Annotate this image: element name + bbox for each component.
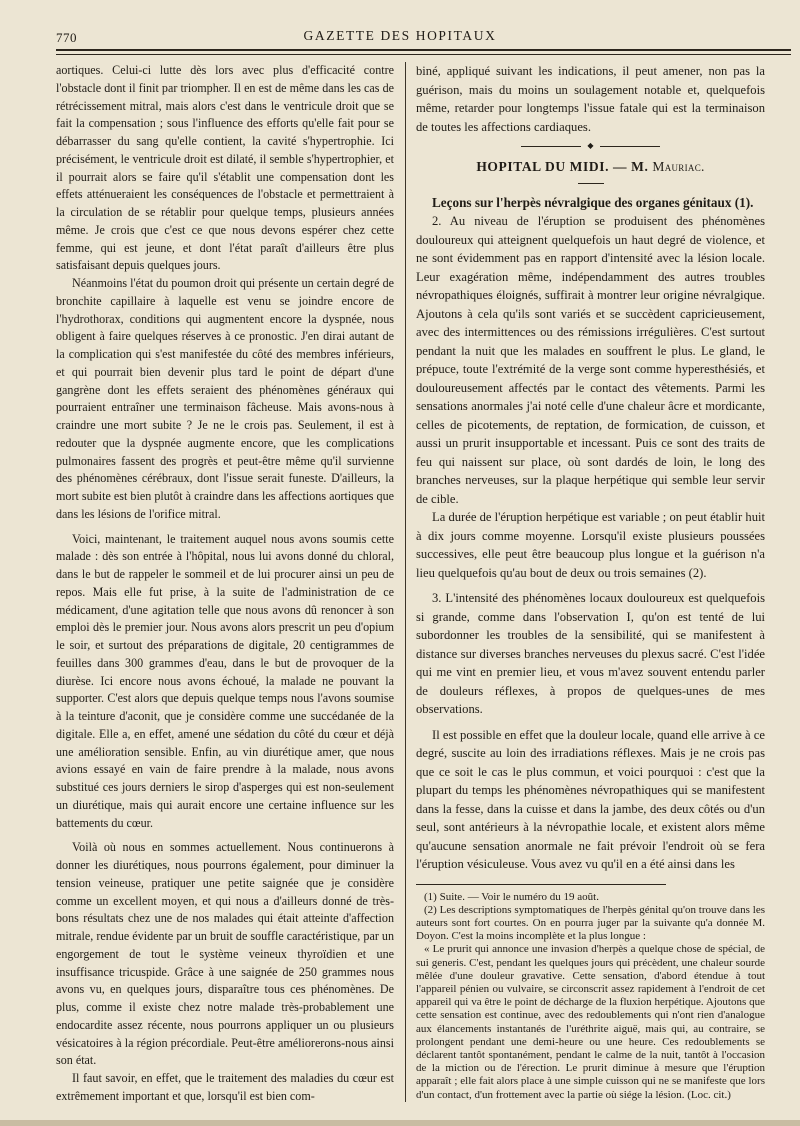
separator-diamond-icon: ◆ [587, 141, 594, 150]
section-heading-name: Mauriac. [652, 159, 705, 174]
footnote-2: (2) Les descriptions symptomatiques de l'herpès génital qu'on trouve dans les auteurs sont fort courtes. On en pourra juger par la suivante qu'a donnée M. Doyon. C'est la moins incomplète et la plus longue : [416, 903, 765, 943]
right-paragraph-2: La durée de l'éruption herpétique est variable ; on peut établir huit à dix jours comme moyenne. Lorsqu'il existe plusieurs poussées successives, elle peut être beaucoup plus longue et la guérison n'a lieu quelquefois qu'au bout de deux ou trois semaines (2). [416, 510, 765, 580]
separator-line-left [521, 146, 581, 147]
header-rule-thin [56, 54, 791, 55]
right-continuation: biné, appliqué suivant les indications, il peut amener, non pas la guérison, mais du moins un soulagement notable et, quelquefois même, retarder pour longtemps l'issue fatale qui est la terminaison de toutes les affections cardiaques. [416, 64, 765, 134]
section-separator [416, 142, 765, 150]
footnote-3: « Le prurit qui annonce une invasion d'herpès a quelque chose de spécial, de sui generis. C'est, pendant les quelques jours qui précèdent, une chaleur sourde mêlée d'une douleur gravative. Cette sensation, d'abord étendue à tout l'appareil pénien ou vulvaire, se circonscrit assez rapidement à l'endroit de cet appareil qui va être le point de décharge de la fluxion herpétique. Ajoutons que cette sensation est continue, avec des redoublements qui n'ont rien d'analogue aux élancements instantanés de l'uréthrite aiguë, mais qui, au contraire, se prolongent pendant une demi-heure ou une heure. Ces redoublements se déclarent tantôt spontanément, pendant le calme de la nuit, tantôt à l'occasion de la miction ou de l'érection. Le prurit diminue à mesure que l'éruption apparaît ; elle fait alors place à une simple cuisson qui ne se manifeste que lors d'un contact, d'un frottement avec la partie où siége la lésion. (Loc. cit.) [416, 943, 765, 1101]
footnotes [416, 891, 765, 1102]
lecture-title: Leçons sur l'herpès névralgique des organes génitaux (1). [432, 194, 754, 210]
left-paragraph-4: Voilà où nous en sommes actuellement. Nous continuerons à donner les diurétiques, nous pourrons également, pour diminuer la tension veineuse, pratiquer une petite saignée que je considère comme un excellent moyen, et qui nous a d'ailleurs donné de très-bons résultats chez une de nos malades qui était atteinte d'affection mitrale, rendue évidente par un bruit de souffle caractéristique, par un engorgement de tout le système veineux thyroïdien et une insuffisance tricuspide. Grâce à une saignée de 250 grammes nous avons vu, en quelques jours, disparaître tous ces phénomènes. De plus, comme il existe chez notre malade très-probablement une endocardite assez récente, nous pourrons appliquer un ou plusieurs vésicatoires à la région précordiale. Peut-être améliorerons-nous ainsi son état. [56, 840, 394, 1068]
page-number: 770 [56, 30, 77, 45]
right-column [416, 62, 765, 1102]
right-paragraph-4: Il est possible en effet que la douleur locale, quand elle arrive à ce degré, suscite au loin des irradiations réflexes. Mais je ne crois pas que ce soit le cas le plus commun, et voici pourquoi : c'est que la plupart du temps les phénomènes névropathiques qui se manifestent dans la fesse, dans la cuisse et dans la jambe, des deux côtés ou d'un seul, sont antérieurs à la névropathie locale, et existent alors même qu'aucune sensation anormale ne fait prévoir l'endroit où se fera l'éruption vésiculeuse. Vous avez vu qu'il en a été ainsi dans les [416, 727, 765, 871]
left-paragraph-2: Néanmoins l'état du poumon droit qui présente un certain degré de bronchite capillaire à laquelle est venu se joindre encore de l'hydrothorax, conditions qui augmentent encore la dyspnée, nous obligent à faire quelques réserves à ce pronostic. J'en dirai autant de la complication qui s'est manifestée du côté des membres inférieurs, et qui pourrait bien devenir plus tard le point de départ d'une gangrène dont les effets seraient des phénomènes généraux qui pourraient entraîner une terminaison fâcheuse. Mais avons-nous à craindre une mort subite ? Je ne le crois pas. Seulement, il est à redouter que la dyspnée augmente encore, que les complications pulmonaires fassent des progrès et peut-être même qu'il survienne des phénomènes cérébraux, dont l'issue serait funeste. D'ailleurs, la mort subite est bien plutôt à craindre dans les affections aortiques que dans les lésions de l'orifice mitral. [56, 276, 394, 521]
section-heading-main: HOPITAL DU MIDI. — M. [476, 159, 649, 174]
left-column [56, 62, 394, 1106]
footnote-rule [416, 884, 666, 885]
footnote-1: (1) Suite. — Voir le numéro du 19 août. [424, 890, 599, 903]
left-paragraph-5: Il faut savoir, en effet, que le traitement des maladies du cœur est extrêmement important et que, lorsqu'il est bien com- [56, 1071, 394, 1103]
page-bottom-edge [0, 1120, 800, 1126]
separator-line-right [600, 146, 660, 147]
heading-short-rule [578, 183, 604, 184]
section-heading [416, 158, 765, 177]
left-paragraph-3: Voici, maintenant, le traitement auquel nous avons soumis cette malade : dès son entrée à l'hôpital, nous lui avons donné du chloral, dans le but de rappeler le sommeil et de lui procurer ainsi un peu de repos. Mais elle fut prise, à la suite de l'administration de ce médicament, d'une agitation telle que nous avons dû renoncer à son emploi dès le premier jour. Nous avons alors prescrit un peu d'opium le soir, et surtout des préparations de digitale, 20 centigrammes de feuilles dans 300 grammes d'eau, dans le but de provoquer de la diurèse. Ici encore nous avons échoué, la malade ne pouvant la supporter. C'est alors que depuis quelque temps nous l'avons soumise à la teinture d'aconit, que je considère comme une succédanée de la digitale. Elle a, en effet, amené une sédation du côté du cœur et déjà une amélioration sensible. Enfin, au vin diurétique amer, que nous avions essayé en vain de faire prendre à la malade, nous avons substitué ces jours derniers le sirop d'asperges qui est non-seulement un diurétique, mais qui aurait encore une certaine influence sur les battements du cœur. [56, 531, 394, 830]
right-paragraph-1: 2. Au niveau de l'éruption se produisent des phénomènes douloureux qui atteignent quelquefois un haut degré de violence, et ne sont évidemment pas en rapport d'intensité avec la lésion locale. Leur exagération même, indépendamment des autres troubles névropathiques éloignés, suffirait à montrer leur origine névralgique. Ajoutons à cela qu'ils sont variés et se succèdent capricieusement, avec des intermittences ou des rémissions irrégulières. C'est surtout pendant la nuit que les malades en souffrent le plus. Le gland, le prépuce, toute l'extrémité de la verge sont comme hyperesthésiés, et douloureusement affectés par le contact des vêtements. Parmi les sensations anormales j'ai noté celle d'une chaleur âcre et mordicante, celles de picotements, de reptation, de formication, de cuisson, et aussi un prurit insupportable et incessant. Puis ce sont des traits de feu qui naissent sur place, où sont dardés de loin, le long des branches nerveuses, sur la plaque herpétique qui semble leur servir de cible. [416, 214, 765, 506]
left-paragraph-1: aortiques. Celui-ci lutte dès lors avec plus d'efficacité contre l'obstacle dont il finit par triompher. Il en est de même dans les cas de rétrécissement mitral, mais alors c'est dans le ventricule droit que se fait la compensation ; sous l'influence des efforts qu'elle fait pour se débarrasser du sang qu'elle contient, la cavité s'hypertrophie. Ici précisément, le ventricule droit est dilaté, il semble s'hypertrophier, et il pourrait alors se faire qu'il s'établit une compensation dont les effets atténueraient les conséquences de l'obstacle et permettraient à la circulation de se rétablir pour quelque temps, plusieurs années même. Je crois que c'est ce que nous devons espérer chez cette femme, qui est jeune, et dont l'état paraît d'ailleurs être plus satisfaisant depuis quelques jours. [56, 63, 394, 273]
running-title: GAZETTE DES HOPITAUX [303, 28, 497, 43]
header-rule [56, 49, 791, 51]
right-paragraph-3: 3. L'intensité des phénomènes locaux douloureux est quelquefois si grande, comme dans l'observation I, qu'on est tenté de lui subordonner les troubles de la sensibilité, qui se manifestent à distance sur diverses branches nerveuses du plexus sacré. C'est l'idée qui me vint en premier lieu, et vous m'avez souvent entendu parler de douleurs réflexes, à propos de quelques-unes de mes observations. [416, 591, 765, 716]
column-divider [405, 62, 406, 1102]
